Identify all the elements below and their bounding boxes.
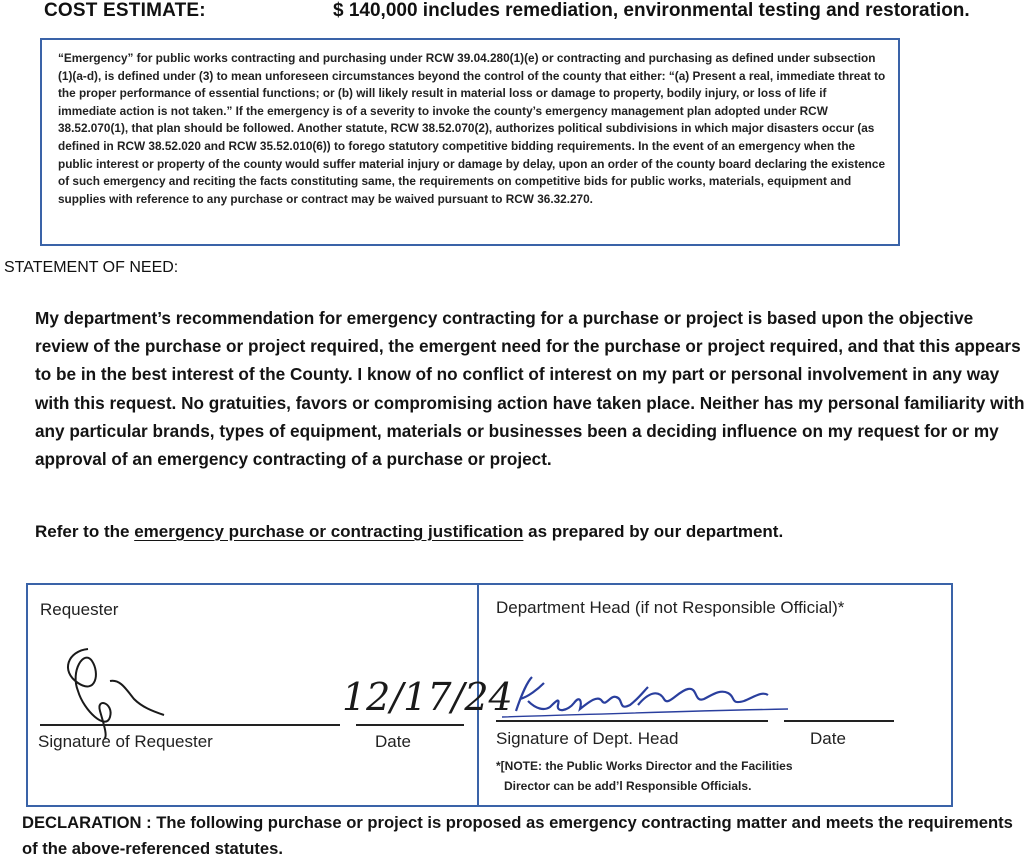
dept-head-signature-label: Signature of Dept. Head xyxy=(496,729,679,748)
refer-line xyxy=(35,522,783,542)
justification-link[interactable]: emergency purchase or contracting justification xyxy=(134,522,524,541)
cost-estimate-label: COST ESTIMATE: xyxy=(44,0,206,21)
cost-estimate-value: $ 140,000 includes remediation, environmental testing and restoration. xyxy=(333,0,970,21)
dept-head-heading: Department Head (if not Responsible Official)* xyxy=(496,598,845,617)
refer-prefix: Refer to the xyxy=(35,522,135,541)
dept-head-date-label: Date xyxy=(810,729,846,748)
statute-definition-text: “Emergency” for public works contracting and purchasing under RCW 39.04.280(1)(e) or contracting and purchasing as defined under subsection (1)(a-d), is defined under (3) to mean unforeseen circumstances beyond the control of the county that either: “(a) Present a real, immediate threat to the proper performance of essential functions; or (b) will likely result in material loss or damage to property, bodily injury, or loss of life if immediate action is not taken.” If the emergency is of a severity to invoke the county’s emergency management plan adopted under RCW 38.52.070(1), that plan should be followed. Another statute, RCW 38.52.070(2), authorizes political subdivisions in which major disasters occur (as defined in RCW 38.52.020 and RCW 35.52.010(6)) to forego statutory competitive bidding requirements. In the event of an emergency when the public interest or property of the county would suffer material injury or damage by delay, upon an order of the county board declaring the existence of such emergency and reciting the facts constituting same, the requirements on competitive bids for public works, materials, equipment and supplies with reference to any purchase or contract may be waived pursuant to RCW 36.32.270. xyxy=(58,51,886,206)
dept-head-signature-mark xyxy=(498,671,798,731)
requester-signature-mark xyxy=(48,641,208,741)
requester-date-line xyxy=(356,724,464,726)
statute-definition-box xyxy=(40,38,900,246)
responsible-officials-note xyxy=(496,756,916,796)
note-line-2: Director can be add’l Responsible Officials. xyxy=(504,779,752,793)
statement-of-need-heading: STATEMENT OF NEED: xyxy=(4,259,179,276)
requester-signature-line xyxy=(40,724,340,726)
declaration-statement xyxy=(22,810,1027,862)
refer-suffix: as prepared by our department. xyxy=(523,522,784,541)
note-line-1: *[NOTE: the Public Works Director and the Facilities xyxy=(496,759,793,773)
dept-head-signature-line xyxy=(496,720,768,722)
requester-date-label: Date xyxy=(375,732,411,751)
requester-signature-label: Signature of Requester xyxy=(38,732,213,751)
signature-box xyxy=(26,583,953,807)
statement-of-need-body: My department’s recommendation for emergency contracting for a purchase or project is based upon the objective review of the purchase or project required, the emergent need for the purchase or project required, and that this appears to be in the best interest of the County. I know of no conflict of interest on my part or personal involvement in any way with this request. No gratuities, favors or compromising action have taken place. Neither has my personal familiarity with any particular brands, types of equipment, materials or businesses been a deciding influence on my request for or my approval of an emergency contracting of a purchase or project. xyxy=(35,308,1025,470)
dept-head-date-line xyxy=(784,720,894,722)
requester-heading: Requester xyxy=(40,600,119,619)
declaration-text: The following purchase or project is proposed as emergency contracting matter and meets the requirements of the above-referenced statutes. xyxy=(22,813,1013,858)
handwritten-date: 12/17/24 xyxy=(342,675,513,719)
declaration-lead: DECLARATION : xyxy=(22,813,152,832)
